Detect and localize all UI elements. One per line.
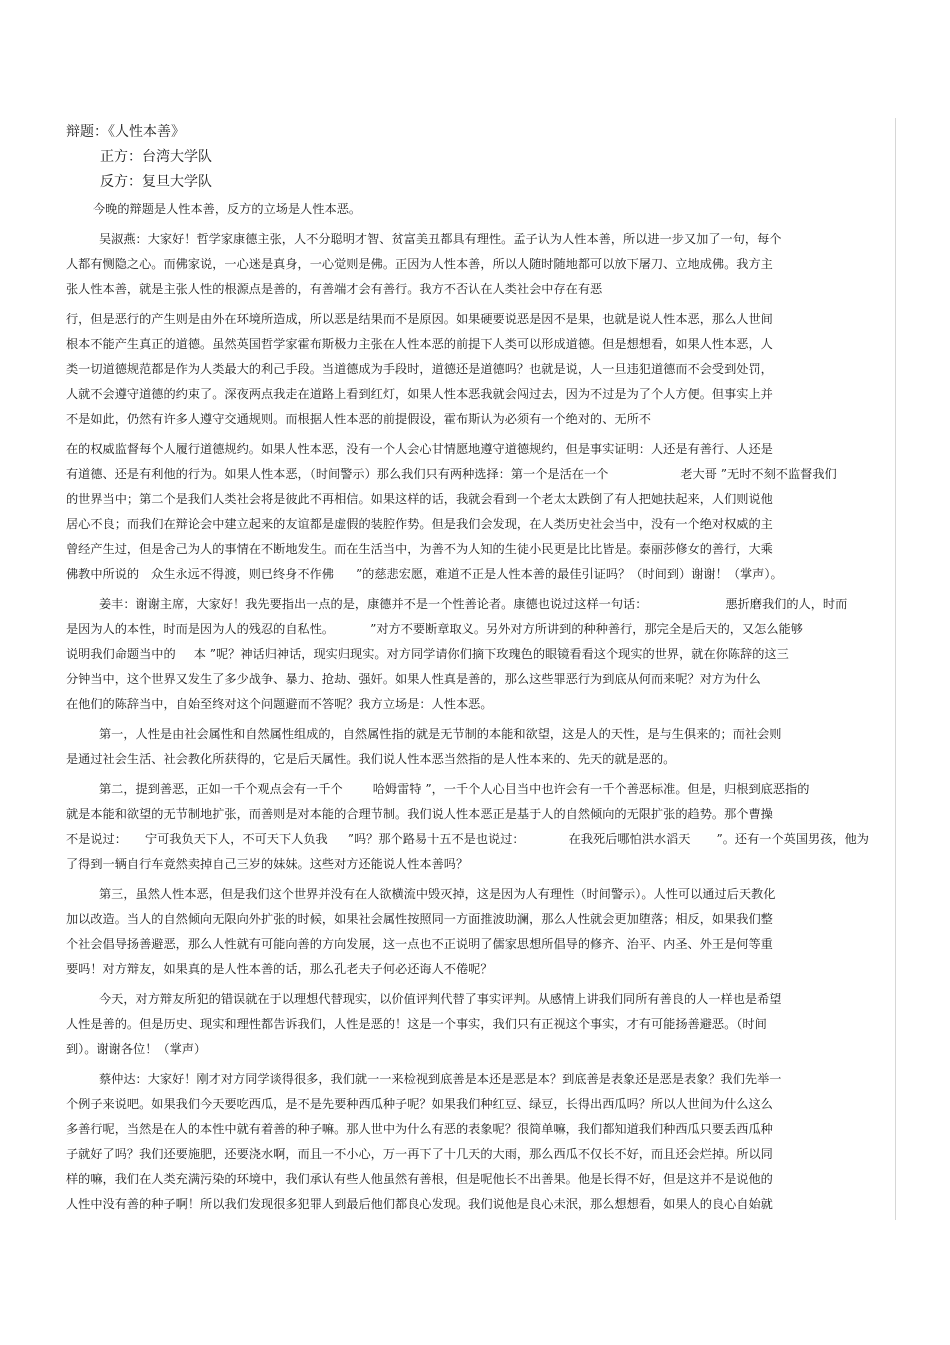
text-segment: 有道德、还是有利他的行为。如果人性本恶，（时间警示）那么我们只有两种选择：第一个是活在一个	[66, 467, 609, 481]
para-line: 张人性本善，就是主张人性的根源点是善的，有善端才会有善行。我方不否认在人类社会中存在有恶	[66, 282, 603, 296]
text-segment: 佛教中所说的	[66, 567, 140, 581]
document-page	[66, 120, 886, 1217]
para-line: 在的权威监督每个人履行道德规约。如果人性本恶，没有一个人会心甘情愿地遵守道德规约，但是事实证明：人还是有善行、人还是	[66, 442, 773, 456]
para-line: 加以改造。当人的自然倾向无限向外扩张的时候，如果社会属性按照同一方面推波助澜，那么人性就会更加堕落；相反，如果我们整	[66, 912, 773, 926]
para-line	[66, 592, 886, 617]
text-segment: ”对方不要断章取义。另外对方所讲到的种种善行，那完全是后天的，又怎么能够	[370, 622, 803, 636]
para-line: 类一切道德规范都是作为人类最大的利己手段。当道德成为手段时，道德还是道德吗？也就是说，人一旦违犯道德而不会受到处罚，	[66, 362, 773, 376]
intro-line: 今晚的辩题是人性本善，反方的立场是人性本恶。	[93, 202, 362, 216]
text-segment: 不是说过：	[66, 832, 127, 846]
para-line: 人性是善的。但是历史、现实和理性都告诉我们，人性是恶的！这是一个事实，我们只有正视这个事实，才有可能扬善避恶。（时间	[66, 1017, 767, 1031]
para-line: 第三，虽然人性本恶，但是我们这个世界并没有在人欲横流中毁灭掉，这是因为人有理性（时间警示）。人性可以通过后天教化	[99, 887, 776, 901]
pro-team: 正方：台湾大学队	[100, 149, 212, 165]
text-segment: 众生永远不得渡，则已终身不作佛	[151, 567, 334, 581]
para-line	[66, 617, 886, 642]
text-segment: 在我死后哪怕洪水滔天	[568, 832, 691, 846]
para-line	[66, 642, 886, 667]
text-segment: ”。还有一个英国男孩，他为	[716, 832, 869, 846]
text-segment: 说明我们命题当中的	[66, 647, 176, 661]
text-segment: ”吗？那个路易十五不是也说过：	[347, 832, 525, 846]
para-line: 在他们的陈辞当中，自始至终对这个问题避而不答呢？我方立场是：人性本恶。	[66, 697, 493, 711]
para-line: 了得到一辆自行车竟然卖掉自己三岁的妹妹。这些对方还能说人性本善吗？	[66, 857, 469, 871]
text-segment: 姜丰：谢谢主席，大家好！我先要指出一点的是，康德并不是一个性善论者。康德也说过这样一句话：	[99, 597, 648, 611]
para-line: 根本不能产生真正的道德。虽然英国哲学家霍布斯极力主张在人性本恶的前提下人类可以形成道德。但是想想看，如果人性本恶，人	[66, 337, 773, 351]
text-segment: 是因为人的本性，时而是因为人的残忍的自私性。	[66, 622, 335, 636]
right-margin-line	[895, 118, 896, 1220]
para-line: 行，但是恶行的产生则是由外在环境所造成，所以恶是结果而不是原因。如果硬要说恶是因不是果，也就是说人性本恶，那么人世间	[66, 312, 773, 326]
para-line	[66, 462, 886, 487]
para-line: 蔡仲达：大家好！刚才对方同学谈得很多，我们就一一来检视到底善是本还是恶是本？到底善是表象还是恶是表象？我们先举一	[99, 1072, 782, 1086]
para-line: 的世界当中；第二个是我们人类社会将是彼此不再相信。如果这样的话，我就会看到一个老太太跌倒了有人把她扶起来，人们则说他	[66, 492, 773, 506]
para-line: 个例子来说吧。如果我们今天要吃西瓜，是不是先要种西瓜种子呢？如果我们种红豆、绿豆，长得出西瓜吗？所以人世间为什么这么	[66, 1097, 773, 1111]
para-line: 人性中没有善的种子啊！所以我们发现很多犯罪人到最后他们都良心发现。我们说他是良心未泯，那么想想看，如果人的良心自始就	[66, 1197, 773, 1211]
text-segment: 老大哥 ”无时不刻不监督我们	[680, 467, 837, 481]
para-line: 曾经产生过，但是舍己为人的事情在不断地发生。而在生活当中，为善不为人知的生徒小民更是比比皆是。泰丽莎修女的善行，大乘	[66, 542, 773, 556]
para-line: 到）。谢谢各位！（掌声）	[66, 1042, 207, 1056]
con-team: 反方：复旦大学队	[100, 174, 212, 190]
para-line: 分钟当中，这个世界又发生了多少战争、暴力、抢劫、强奸。如果人性真是善的，那么这些罪恶行为到底从何而来呢？对方为什么	[66, 672, 761, 686]
para-line: 个社会倡导扬善避恶，那么人性就有可能向善的方向发展，这一点也不正说明了儒家思想所倡导的修齐、治平、内圣、外王是何等重	[66, 937, 773, 951]
text-segment: 悪折磨我们的人，时而	[725, 597, 848, 611]
text-segment: 哈姆雷特 ”，一千个人心目当中也许会有一千个善恶标准。但是，归根到底恶指的	[372, 782, 810, 796]
text-segment: 第二，提到善恶，正如一千个观点会有一千个	[99, 782, 343, 796]
para-line: 多善行呢，当然是在人的本性中就有着善的种子嘛。那人世中为什么有恶的表象呢？很简单嘛，我们都知道我们种西瓜只要丢西瓜种	[66, 1122, 773, 1136]
debate-title: 辩题：《人性本善》	[66, 124, 185, 140]
para-line: 今天，对方辩友所犯的错误就在于以理想代替现实，以价值评判代替了事实评判。从感情上讲我们同所有善良的人一样也是希望	[99, 992, 782, 1006]
para-line	[66, 777, 886, 802]
text-segment: ”的慈悲宏愿，难道不正是人性本善的最佳引证吗？（时间到）谢谢！（掌声）。	[355, 567, 783, 581]
para-line: 居心不良；而我们在辩论会中建立起来的友谊都是虚假的装腔作势。但是我们会发现，在人类历史社会当中，没有一个绝对权威的主	[66, 517, 773, 531]
para-line: 吴淑燕：大家好！哲学家康德主张，人不分聪明才智、贫富美丑都具有理性。孟子认为人性本善，所以进一步又加了一句，每个	[99, 232, 782, 246]
para-line: 是通过社会生活、社会教化所获得的，它是后天属性。我们说人性本恶当然指的是人性本来的、先天的就是恶的。	[66, 752, 676, 766]
para-line: 第一，人性是由社会属性和自然属性组成的，自然属性指的就是无节制的本能和欲望，这是人的天性，是与生俱来的；而社会则	[99, 727, 782, 741]
para-line: 不是如此，仍然有许多人遵守交通规则。而根据人性本恶的前提假设，霍布斯认为必须有一个绝对的、无所不	[66, 412, 651, 426]
para-line: 人都有恻隐之心。而佛家说，一心迷是真身，一心觉则是佛。正因为人性本善，所以人随时随地都可以放下屠刀、立地成佛。我方主	[66, 257, 773, 271]
para-line: 子就好了吗？我们还要施肥，还要浇水啊，而且一不小心，万一再下了十几天的大雨，那么西瓜不仅长不好，而且还会烂掉。所以同	[66, 1147, 773, 1161]
para-line: 样的嘛，我们在人类充满污染的环境中，我们承认有些人他虽然有善根，但是呢他长不出善果。他是长得不好，但是这并不是说他的	[66, 1172, 773, 1186]
para-line	[66, 562, 886, 587]
para-line	[66, 827, 886, 852]
para-line: 就是本能和欲望的无节制地扩张，而善则是对本能的合理节制。我们说人性本恶正是基于人的自然倾向的无限扩张的趋势。那个曹操	[66, 807, 773, 821]
para-line: 人就不会遵守道德的约束了。深夜两点我走在道路上看到红灯，如果人性本恶我就会闯过去，因为不过是为了个人方便。但事实上并	[66, 387, 773, 401]
para-line: 要吗！对方辩友，如果真的是人性本善的话，那么孔老夫子何必还诲人不倦呢？	[66, 962, 493, 976]
text-segment: 宁可我负天下人，不可天下人负我	[144, 832, 328, 846]
text-segment: 本 ”呢？神话归神话，现实归现实。对方同学请你们摘下玫瑰色的眼镜看看这个现实的世界，就在你陈辞的这三	[193, 647, 789, 661]
